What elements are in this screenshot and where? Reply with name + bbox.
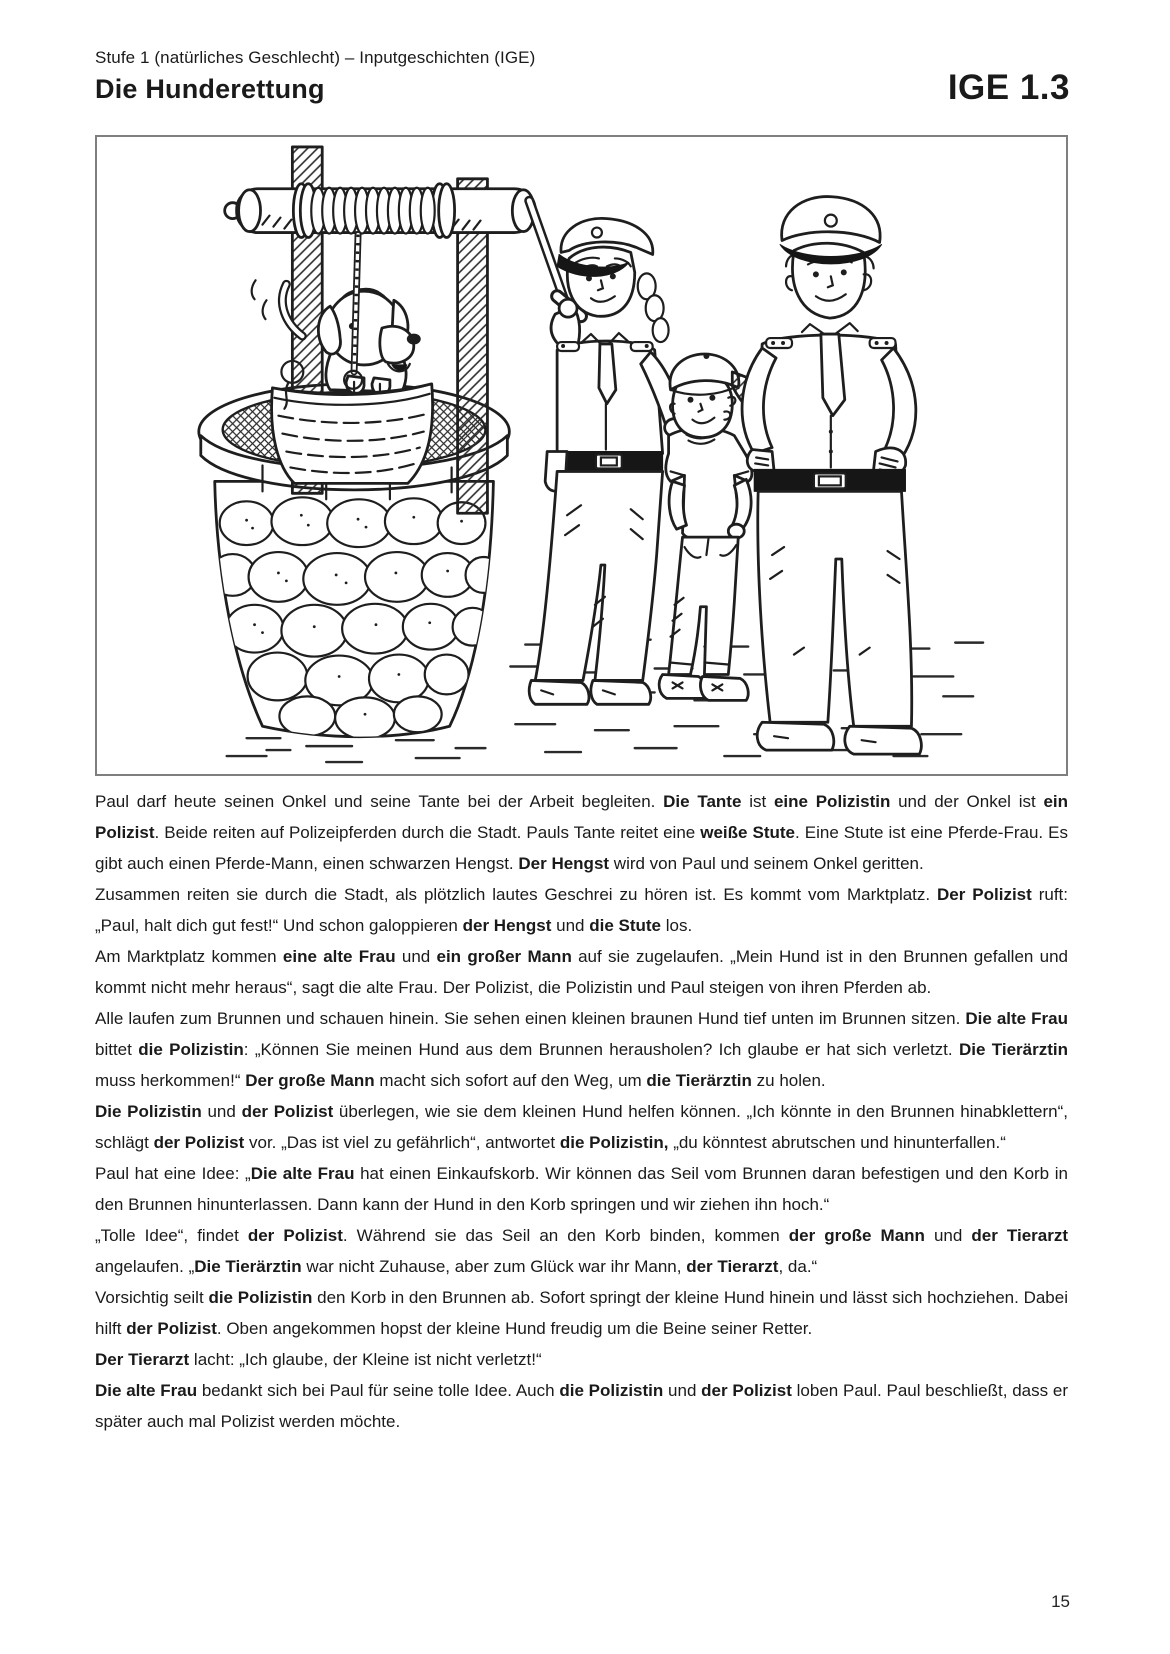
story-bold-term: der Hengst — [462, 916, 552, 935]
story-text-run: angelaufen. „ — [95, 1257, 195, 1276]
story-text-run: „du könntest abrutschen und hinunterfallen.“ — [668, 1133, 1006, 1152]
story-paragraph — [95, 941, 1068, 1003]
braid — [653, 318, 669, 342]
story-text-run: war nicht Zuhause, aber zum Glück war ihr Mann, — [301, 1257, 687, 1276]
story-text-run: und — [663, 1381, 702, 1400]
story-bold-term: die Stute — [589, 916, 662, 935]
story-bold-term: Die alte Frau — [95, 1381, 198, 1400]
story-text-run: und — [551, 916, 590, 935]
story-text-run: loben Paul. Paul beschließt, dass er später auch mal Polizist werden möchte. — [95, 1381, 1068, 1431]
rope-coil — [311, 188, 434, 234]
story-text-run: . Während sie das Seil an den Korb binden, kommen — [342, 1226, 789, 1245]
story-text-run: lacht: „Ich glaube, der Kleine ist nicht verletzt!“ — [189, 1350, 542, 1369]
story-bold-term: die Polizistin — [208, 1288, 313, 1307]
story-paragraph — [95, 1003, 1068, 1096]
story-bold-term: der Polizist — [153, 1133, 245, 1152]
story-bold-term: eine Polizistin — [773, 792, 891, 811]
story-paragraph — [95, 1344, 1068, 1375]
policeman-tie — [821, 334, 845, 416]
story-text-run: wird von Paul und seinem Onkel geritten. — [609, 854, 924, 873]
story-paragraph — [95, 1282, 1068, 1344]
story-bold-term: Die alte Frau — [965, 1009, 1068, 1028]
policewoman-tie — [599, 344, 616, 404]
cap-badge — [592, 228, 602, 238]
story-text — [95, 786, 1068, 1437]
dog-in-basket-illustration — [252, 235, 433, 484]
story-paragraph — [95, 786, 1068, 879]
story-text-run: Paul hat eine Idee: „ — [95, 1164, 251, 1183]
story-bold-term: die Tierärztin — [646, 1071, 752, 1090]
story-text-run: und — [201, 1102, 242, 1121]
story-bold-term: ein großer Mann — [436, 947, 572, 966]
page-number: 15 — [1051, 1592, 1070, 1611]
story-illustration — [97, 137, 1066, 774]
story-bold-term: Die Tierärztin — [958, 1040, 1068, 1059]
story-text-run: hat einen Einkaufskorb. Wir können das Seil vom Brunnen daran befestigen und den Korb in den Brunnen hinunterlassen. Dann kann der Hund in den Korb springen und wir ziehen ihn hoch.“ — [95, 1164, 1068, 1214]
boy-jeans — [669, 537, 739, 674]
story-text-run: Am Marktplatz kommen — [95, 947, 283, 966]
story-text-run: und — [924, 1226, 972, 1245]
story-text-run: bedankt sich bei Paul für seine tolle Idee. Auch — [197, 1381, 560, 1400]
story-bold-term: Der große Mann — [245, 1071, 375, 1090]
story-text-run: muss herkommen!“ — [95, 1071, 246, 1090]
story-text-run: Vorsichtig seilt — [95, 1288, 209, 1307]
story-bold-term: der große Mann — [788, 1226, 925, 1245]
story-bold-term: Der Polizist — [937, 885, 1032, 904]
cap-badge — [825, 215, 837, 227]
policewoman-shoe — [591, 680, 651, 704]
story-bold-term: die Polizistin, — [559, 1133, 669, 1152]
story-paragraph — [95, 1220, 1068, 1282]
story-text-run: los. — [661, 916, 693, 935]
story-text-run: den Korb in den Brunnen ab. Sofort springt der kleine Hund hinein und lässt sich hochziehen. Dabei hilft — [95, 1288, 1068, 1338]
story-text-run: bittet — [95, 1040, 139, 1059]
dog-nose — [407, 334, 421, 345]
story-bold-term: eine alte Frau — [282, 947, 396, 966]
story-text-run: Paul darf heute seinen Onkel und seine Tante bei der Arbeit begleiten. — [95, 792, 664, 811]
policewoman-shoe — [529, 680, 589, 704]
story-text-run: vor. „Das ist viel zu gefährlich“, antwortet — [244, 1133, 560, 1152]
worksheet-code: IGE 1.3 — [947, 68, 1070, 107]
story-text-run: ist — [741, 792, 774, 811]
story-bold-term: ein Polizist — [95, 792, 1069, 842]
policeman-boot — [845, 726, 922, 754]
boy-arm — [669, 481, 686, 529]
story-bold-term: die Polizistin — [559, 1381, 664, 1400]
dog-muzzle — [380, 326, 414, 363]
story-text-run: auf sie zugelaufen. „Mein Hund ist in den Brunnen gefallen und kommt nicht mehr heraus“, sagt die alte Frau. Der Polizist, die Polizistin und Paul steigen von ihren Pferden ab. — [95, 947, 1068, 997]
story-bold-term: die Polizistin — [138, 1040, 244, 1059]
story-bold-term: der Polizist — [241, 1102, 334, 1121]
story-bold-term: Die Tante — [663, 792, 742, 811]
story-text-run: und — [395, 947, 437, 966]
story-bold-term: Die alte Frau — [250, 1164, 355, 1183]
story-text-run: : „Können Sie meinen Hund aus dem Brunnen herausholen? Ich glaube er hat sich verletzt. — [243, 1040, 959, 1059]
policeman-trousers — [758, 491, 912, 726]
boy-sneaker — [700, 676, 748, 700]
story-bold-term: der Polizist — [247, 1226, 343, 1245]
story-bold-term: der Polizist — [701, 1381, 792, 1400]
tail-motion-lines — [252, 280, 267, 319]
story-text-run: macht sich sofort auf den Weg, um — [374, 1071, 647, 1090]
policeman-boot — [757, 722, 834, 750]
policeman-illustration — [742, 197, 921, 755]
story-paragraph — [95, 1096, 1068, 1158]
story-text-run: zu holen. — [751, 1071, 826, 1090]
story-text-run: , da.“ — [778, 1257, 818, 1276]
story-text-run: . Oben angekommen hopst der kleine Hund freudig um die Beine seiner Retter. — [216, 1319, 813, 1338]
story-paragraph — [95, 1158, 1068, 1220]
story-text-run: Alle laufen zum Brunnen und schauen hinein. Sie sehen einen kleinen braunen Hund tief unten im Brunnen sitzen. — [95, 1009, 966, 1028]
story-text-run: und der Onkel ist — [890, 792, 1044, 811]
story-paragraph — [95, 1375, 1068, 1437]
story-bold-term: der Tierarzt — [971, 1226, 1069, 1245]
policeman-hand — [747, 450, 774, 472]
story-bold-term: Die Polizistin — [95, 1102, 202, 1121]
story-bold-term: Die Tierärztin — [194, 1257, 302, 1276]
story-illustration-frame — [95, 135, 1068, 776]
story-text-run: . Beide reiten auf Polizeipferden durch die Stadt. Pauls Tante reitet eine — [154, 823, 701, 842]
story-text-run: überlegen, wie sie dem kleinen Hund helfen können. „Ich könnte in den Brunnen hinabklettern“, schlägt — [95, 1102, 1069, 1152]
story-text-run: ruft: „Paul, halt dich gut fest!“ Und schon galoppieren — [95, 885, 1068, 935]
story-text-run: . Eine Stute ist eine Pferde-Frau. Es gibt auch einen Pferde-Mann, einen schwarzen Hengst. — [95, 823, 1068, 873]
story-bold-term: weiße Stute — [700, 823, 796, 842]
policewoman-trousers — [535, 471, 662, 680]
story-text-run: „Tolle Idee“, findet — [95, 1226, 248, 1245]
dog-illustration — [252, 280, 421, 395]
story-text-run: Zusammen reiten sie durch die Stadt, als plötzlich lautes Geschrei zu hören ist. Es kommt vom Marktplatz. — [95, 885, 938, 904]
story-bold-term: der Tierarzt — [686, 1257, 779, 1276]
story-paragraph — [95, 879, 1068, 941]
story-bold-term: Der Tierarzt — [95, 1350, 190, 1369]
story-bold-term: der Polizist — [126, 1319, 217, 1338]
page-title: Die Hunderettung — [95, 74, 325, 104]
lesson-kicker: Stufe 1 (natürliches Geschlecht) – Inputgeschichten (IGE) — [95, 48, 536, 67]
story-bold-term: Der Hengst — [518, 854, 610, 873]
